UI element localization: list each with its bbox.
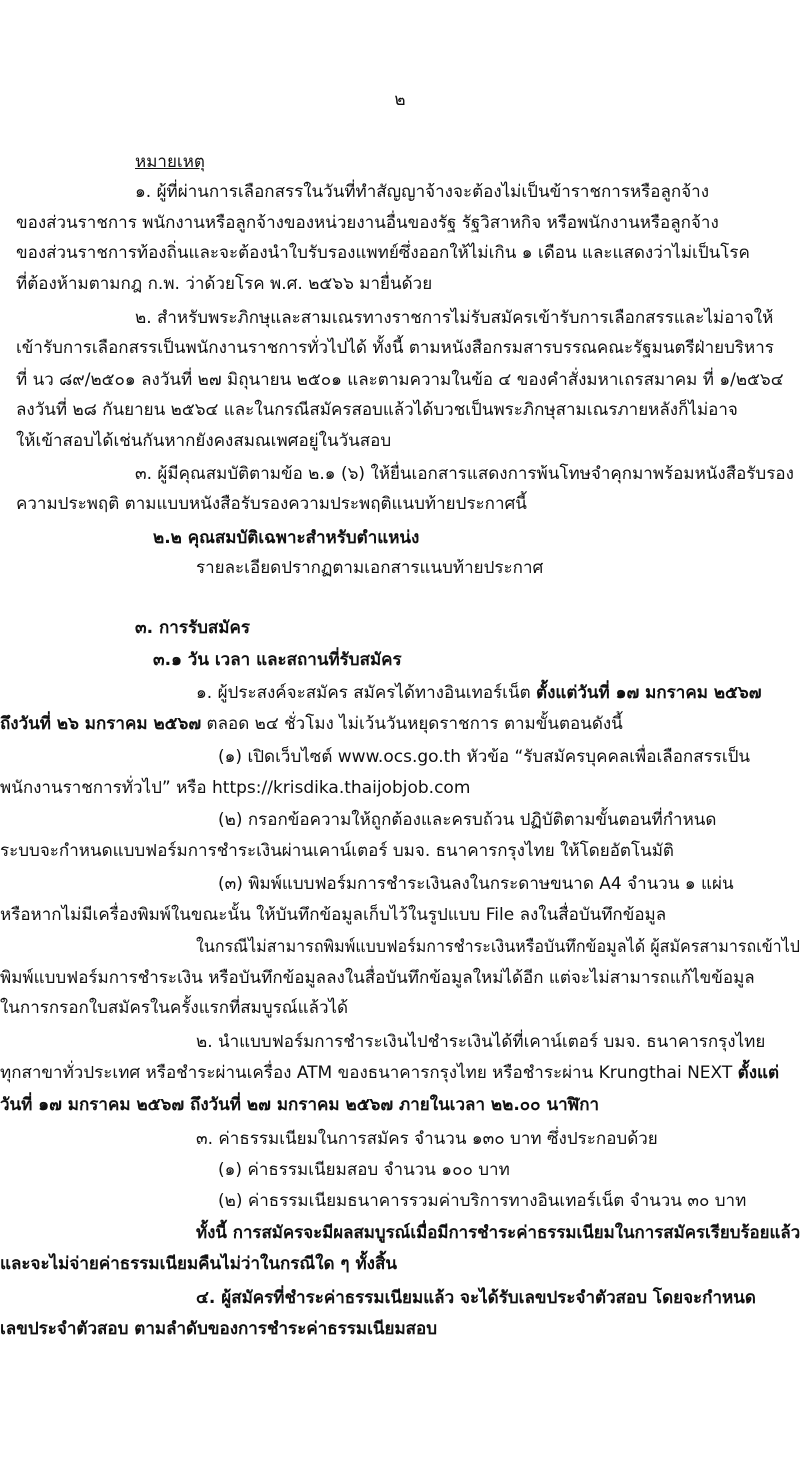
item-2-payment-channels: ทุกสาขาทั่วประเทศ หรือชำระผ่านเครื่อง ATM ของธนาคารกรุงไทย หรือชำระผ่าน Krungthai NEXT [0,1063,738,1083]
step-3-note-line-3: ในการกรอกใบสมัครในครั้งแรกที่สมบูรณ์แล้วได้ [0,998,349,1018]
page-number: ๒ [394,90,406,110]
item-3-bank-fee: (๒) ค่าธรรมเนียมธนาคารรวมค่าบริการทางอินเทอร์เน็ต จำนวน ๓๐ บาท [218,1191,747,1211]
step-1-line-2: พนักงานราชการทั่วไป” หรือ https://krisdika.thaijobjob.com [0,778,471,798]
section-3-heading: ๓. การรับสมัคร [135,618,250,638]
item-3-fee: ๓. ค่าธรรมเนียมในการสมัคร จำนวน ๑๓๐ บาท ซึ่งประกอบด้วย [196,1129,658,1149]
note-3-line-1: ๓. ผู้มีคุณสมบัติตามข้อ ๒.๑ (๖) ให้ยื่นเอกสารแสดงการพ้นโทษจำคุกมาพร้อมหนังสือรับรอง [135,464,794,484]
item-3-note-line-1: ทั้งนี้ การสมัครจะมีผลสมบูรณ์เมื่อมีการชำระค่าธรรมเนียมในการสมัครเรียบร้อยแล้ว [196,1223,800,1243]
note-1-line-3: ของส่วนราชการท้องถิ่นและจะต้องนำใบรับรองแพทย์ซึ่งออกให้ไม่เกิน ๑ เดือน และแสดงว่าไม่เป็นโรค [16,243,750,263]
note-2-line-5: ให้เข้าสอบได้เช่นกันหากยังคงสมณเพศอยู่ในวันสอบ [16,431,392,451]
item-1-duration: ตลอด ๒๔ ชั่วโมง ไม่เว้นวันหยุดราชการ ตามขั้นตอนดังนี้ [201,714,623,734]
note-1-line-2: ของส่วนราชการ พนักงานหรือลูกจ้างของหน่วยงานอื่นของรัฐ รัฐวิสาหกิจ หรือพนักงานหรือลูกจ้าง [16,213,719,233]
section-2-2-body: รายละเอียดปรากฏตามเอกสารแนบท้ายประกาศ [196,558,544,578]
item-4-line-1: ๔. ผู้สมัครที่ชำระค่าธรรมเนียมแล้ว จะได้รับเลขประจำตัวสอบ โดยจะกำหนด [196,1288,756,1308]
item-1-start-date: ตั้งแต่วันที่ ๑๗ มกราคม ๒๕๖๗ [536,683,762,703]
item-3-note-line-2: และจะไม่จ่ายค่าธรรมเนียมคืนไม่ว่าในกรณีใด ๆ ทั้งสิ้น [0,1254,397,1274]
note-1-line-1: ๑. ผู้ที่ผ่านการเลือกสรรในวันที่ทำสัญญาจ้างจะต้องไม่เป็นข้าราชการหรือลูกจ้าง [135,182,710,202]
step-2-line-2: ระบบจะกำหนดแบบฟอร์มการชำระเงินผ่านเคาน์เตอร์ บมจ. ธนาคารกรุงไทย ให้โดยอัตโนมัติ [0,841,674,861]
item-2-line-3: วันที่ ๑๗ มกราคม ๒๕๖๗ ถึงวันที่ ๒๗ มกราคม ๒๕๖๗ ภายในเวลา ๒๒.๐๐ นาฬิกา [0,1095,600,1115]
note-2-line-3: ที่ นว ๘๙/๒๕๐๑ ลงวันที่ ๒๗ มิถุนายน ๒๕๐๑ และตามความในข้อ ๔ ของคำสั่งมหาเถรสมาคม ที่ ๑/๒๕๖๔ [16,370,784,390]
item-1-line-1 [196,681,762,705]
step-3-note-line-2: พิมพ์แบบฟอร์มการชำระเงิน หรือบันทึกข้อมูลลงในสื่อบันทึกข้อมูลใหม่ได้อีก แต่จะไม่สามารถแก้ไขข้อมูล [0,968,755,988]
step-3-line-1: (๓) พิมพ์แบบฟอร์มการชำระเงินลงในกระดาษขนาด A4 จำนวน ๑ แผ่น [218,874,734,894]
item-2-from: ตั้งแต่ [737,1063,780,1083]
step-1-line-1: (๑) เปิดเว็บไซต์ www.ocs.go.th หัวข้อ “รับสมัครบุคคลเพื่อเลือกสรรเป็น [218,747,751,767]
step-3-note-line-1: ในกรณีไม่สามารถพิมพ์แบบฟอร์มการชำระเงินหรือบันทึกข้อมูลได้ ผู้สมัครสามารถเข้าไป [196,937,800,957]
note-1-line-4: ที่ต้องห้ามตามกฎ ก.พ. ว่าด้วยโรค พ.ศ. ๒๕๖๖ มายื่นด้วย [16,274,433,294]
note-3-line-2: ความประพฤติ ตามแบบหนังสือรับรองความประพฤติแนบท้ายประกาศนี้ [16,494,527,514]
section-3-1-heading: ๓.๑ วัน เวลา และสถานที่รับสมัคร [153,650,402,670]
section-2-2-heading: ๒.๒ คุณสมบัติเฉพาะสำหรับตำแหน่ง [153,528,420,548]
item-3-exam-fee: (๑) ค่าธรรมเนียมสอบ จำนวน ๑๐๐ บาท [218,1160,510,1180]
item-2-line-2 [0,1061,779,1085]
item-1-text: ๑. ผู้ประสงค์จะสมัคร สมัครได้ทางอินเทอร์เน็ต [196,683,537,703]
item-2-line-1: ๒. นำแบบฟอร์มการชำระเงินไปชำระเงินได้ที่เคาน์เตอร์ บมจ. ธนาคารกรุงไทย [196,1032,766,1052]
step-2-line-1: (๒) กรอกข้อความให้ถูกต้องและครบถ้วน ปฏิบัติตามขั้นตอนที่กำหนด [218,810,717,830]
item-1-line-2 [0,712,623,736]
item-4-line-2: เลขประจำตัวสอบ ตามลำดับของการชำระค่าธรรมเนียมสอบ [0,1319,438,1339]
item-1-end-date: ถึงวันที่ ๒๖ มกราคม ๒๕๖๗ [0,714,202,734]
note-2-line-4: ลงวันที่ ๒๘ กันยายน ๒๕๖๔ และในกรณีสมัครสอบแล้วได้บวชเป็นพระภิกษุสามเณรภายหลังก็ไม่อาจ [16,400,738,420]
step-3-line-2: หรือหากไม่มีเครื่องพิมพ์ในขณะนั้น ให้บันทึกข้อมูลเก็บไว้ในรูปแบบ File ลงในสื่อบันทึกข้อมูล [0,905,667,925]
note-2-line-1: ๒. สำหรับพระภิกษุและสามเณรทางราชการไม่รับสมัครเข้ารับการเลือกสรรและไม่อาจให้ [135,308,774,328]
notes-heading: หมายเหตุ [135,152,205,172]
note-2-line-2: เข้ารับการเลือกสรรเป็นพนักงานราชการทั่วไปได้ ทั้งนี้ ตามหนังสือกรมสารบรรณคณะรัฐมนตรีฝ่ายบริหาร [16,338,774,358]
